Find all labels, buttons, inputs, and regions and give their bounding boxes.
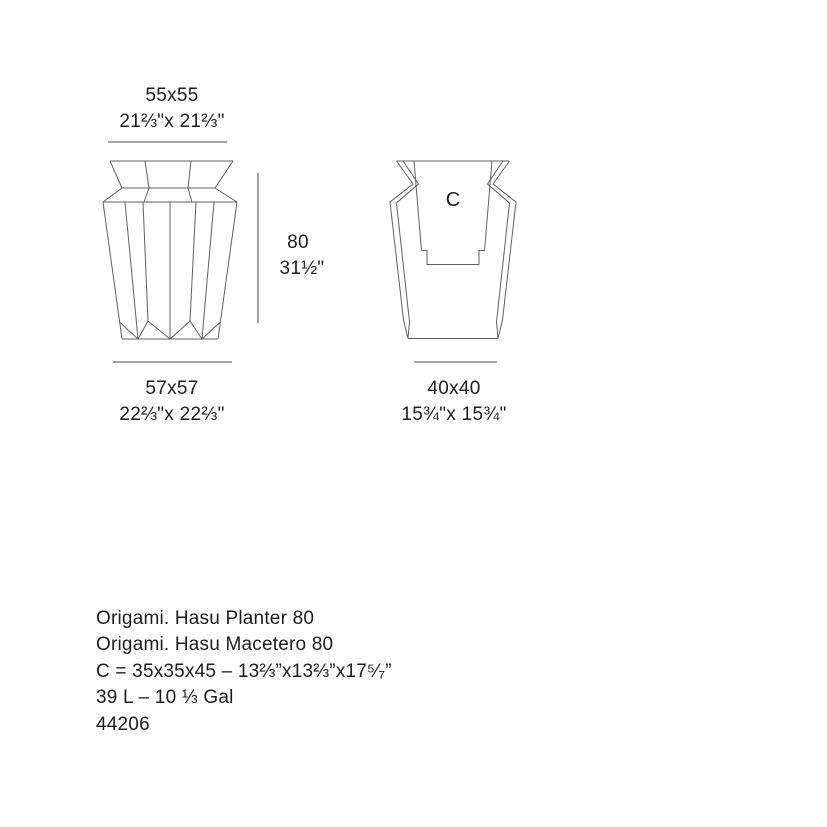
product-info-block — [96, 606, 392, 738]
planter-front-view-drawing — [103, 161, 237, 339]
front-bottom-dimension-inches: 22⅔"x 22⅔" — [119, 404, 225, 425]
height-dimension-cm: 80 — [287, 232, 309, 253]
cavity-dimensions: C = 35x35x45 – 13⅔”x13⅔”x17⁵⁄₇” — [96, 660, 392, 682]
capacity: 39 L – 10 ⅓ Gal — [96, 687, 234, 709]
height-dimension-inches: 31½" — [279, 258, 325, 279]
front-top-dimension-inches: 21⅔"x 21⅔" — [119, 111, 225, 132]
product-name-es: Origami. Hasu Macetero 80 — [96, 634, 334, 656]
section-bottom-dimension-cm: 40x40 — [427, 378, 481, 399]
front-top-dimension-cm: 55x55 — [145, 85, 199, 106]
product-code: 44206 — [96, 713, 150, 735]
section-bottom-dimension-inches: 15¾"x 15¾" — [401, 404, 507, 425]
planter-section-view-drawing — [390, 161, 516, 339]
front-bottom-dimension-cm: 57x57 — [145, 378, 199, 399]
product-name-en: Origami. Hasu Planter 80 — [96, 608, 315, 629]
cavity-label: C — [445, 189, 461, 211]
